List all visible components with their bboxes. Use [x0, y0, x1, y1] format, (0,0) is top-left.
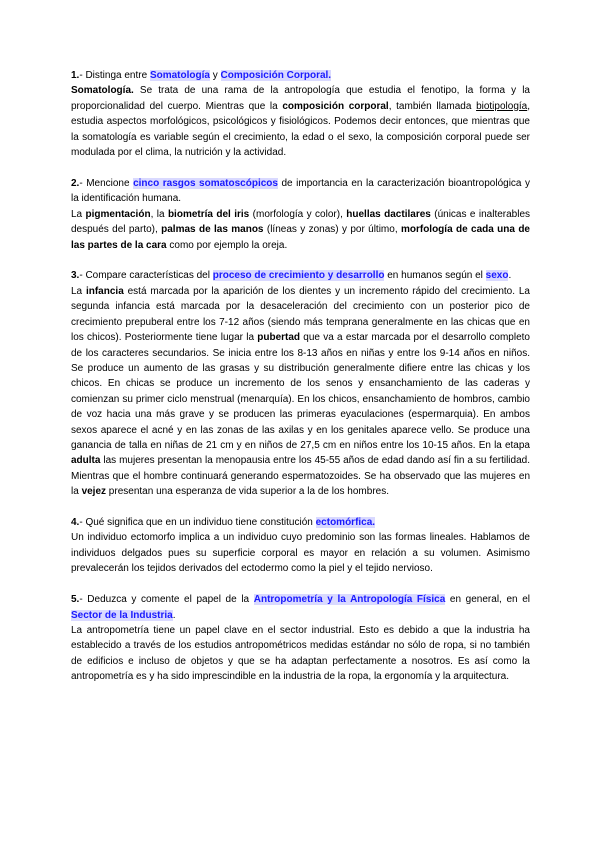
bold-term: morfología de cada una de las partes de la cara: [71, 224, 530, 251]
bold-term: composición corporal: [282, 100, 389, 112]
answer-text: que va a estar marcada por el desarrollo completo de los caracteres secundarios. Se inicia entre los 8-13 años en niñas y entre los 9-14 años en niños. Se produce un aumento de las grasas y su distribución generalmente difiere entre las chicas y los chicos. En chicas se produce un incremento de los senos y ensanchamiento de las caderas y comienzan su primer ciclo menstrual (menarquía). En los chicos, ensanchamiento de hombros, cambio de voz hacia una más grave y se producen las primeras eyaculaciones (espermarquia). En ambos sexos aparece el acné y en las zonas de las axilas y en los genitales aparece vello. Se produce una ganancia de talla en niñas de 21 cm y en niños de 27,5 cm en niños entre los 10-15 años. En la etapa: [71, 332, 530, 451]
bold-term: pubertad: [257, 332, 301, 344]
highlight-term: sexo: [485, 270, 509, 282]
question-number: 4.: [71, 517, 80, 529]
question-4: [71, 515, 530, 530]
question-text: en general, en el: [445, 594, 530, 606]
answer-2: [71, 207, 530, 253]
answer-text: , estudia aspectos morfológicos, psicológicos y fisiológicos. Podemos decir entonces, que mientras que la somatología es variable según el crecimiento, la edad o el sexo, la composición corporal puede ser modulada por el clima, la nutrición y la actividad.: [71, 100, 530, 159]
answer-1: [71, 83, 530, 160]
highlight-term: Sector de la Industria: [71, 609, 173, 621]
question-block-3: [71, 268, 530, 499]
question-text: - Distinga entre: [79, 70, 150, 81]
answer-4: [71, 530, 530, 576]
answer-3: [71, 284, 530, 500]
highlight-term: ectomórfica.: [315, 517, 376, 529]
question-number: 5.: [71, 594, 80, 606]
answer-text: como por ejemplo la oreja.: [166, 239, 288, 251]
question-block-2: [71, 176, 530, 253]
question-text: de importancia en la caracterización bioantropológica y la identificación humana.: [71, 177, 530, 205]
answer-text: (únicas e inalterables después del parto),: [71, 208, 531, 236]
question-block-1: [71, 68, 530, 160]
answer-text: las mujeres presentan la menopausia entre los 45-55 años de edad dando así fin a su fertilidad. Mientras que el hombre continuará generando espermatozoides. Se ha observado que las mujeres en la: [71, 455, 530, 498]
answer-text: Se trata de una rama de la antropología que estudia el fenotipo, la forma y la proporcionalidad del cuerpo. Mientras que la: [71, 85, 530, 112]
question-number: 3.: [71, 270, 80, 282]
question-5: [71, 592, 530, 623]
question-3: [71, 268, 530, 283]
highlight-term: cinco rasgos somatoscópicos: [133, 177, 278, 189]
question-text: en humanos según el: [384, 270, 486, 282]
answer-text: Un individuo ectomorfo implica a un individuo cuyo predominio son las formas lineales. Hablamos de individuos delgados pues su superficie corporal es mayor en relación a su volumen. Asimismo prevalecerán los tejidos derivados del ectodermo como la piel y el tejido nervioso.: [71, 532, 530, 575]
document-page: [71, 68, 530, 700]
question-text: - Mencione: [79, 177, 134, 189]
bold-term: adulta: [71, 455, 101, 467]
underlined-term: biotipología: [476, 100, 528, 112]
question-text: - Qué significa que en un individuo tiene constitución: [79, 517, 316, 529]
question-block-4: [71, 515, 530, 577]
answer-text: , también llamada: [388, 100, 477, 112]
answer-5: [71, 623, 530, 685]
bold-term: palmas de las manos: [161, 224, 264, 236]
answer-text: está marcada por la aparición de los dientes y un incremento rápido del crecimiento. La segunda infancia está marcada por la desaceleración del crecimiento con un posterior pico de crecimiento prepuberal entre los 7-12 años (siendo más temprana generalmente en las chicas que en los chicos). Posteriormente tiene lugar la: [71, 285, 530, 344]
question-text: .: [172, 609, 176, 621]
answer-text: (morfología y color),: [249, 208, 347, 220]
answer-text: presentan una esperanza de vida superior a la de los hombres.: [106, 486, 389, 498]
question-2: [71, 176, 530, 207]
question-text: - Compare características del: [79, 270, 213, 282]
highlight-term: proceso de crecimiento y desarrollo: [212, 270, 385, 282]
highlight-term: Somatología: [149, 70, 210, 81]
answer-text: La: [71, 285, 86, 297]
highlight-term: Antropometría y la Antropología Física: [253, 594, 446, 606]
question-1: [71, 68, 530, 83]
bold-term: infancia: [85, 285, 124, 297]
question-number: 2.: [71, 177, 80, 189]
question-text: y: [209, 70, 221, 81]
bold-term: biometría del iris: [167, 208, 250, 220]
bold-term: pigmentación: [85, 208, 151, 220]
highlight-term: Composición Corporal.: [220, 70, 332, 81]
answer-text: , la: [150, 208, 168, 220]
answer-text: La: [71, 208, 86, 220]
question-text: .: [508, 270, 512, 282]
bold-term: huellas dactilares: [346, 208, 431, 220]
answer-text: La antropometría tiene un papel clave en el sector industrial. Esto es debido a que la industria ha establecido a través de los estudios antropométricos medidas estándar no sólo de ropa, si no también de edificios e incluso de objetos y que se ha adaptan perfectamente a nosotros. Es así como la antropometría es y ha sido imprescindible en la industria de la ropa, la ergonomía y la arquitectura.: [71, 625, 530, 683]
question-block-5: [71, 592, 530, 684]
bold-term: vejez: [81, 486, 107, 498]
question-number: 1.: [71, 70, 80, 81]
question-text: - Deduzca y comente el papel de la: [79, 594, 254, 606]
answer-text: (líneas y zonas) y por último,: [263, 224, 401, 236]
bold-term: Somatología.: [71, 85, 134, 97]
